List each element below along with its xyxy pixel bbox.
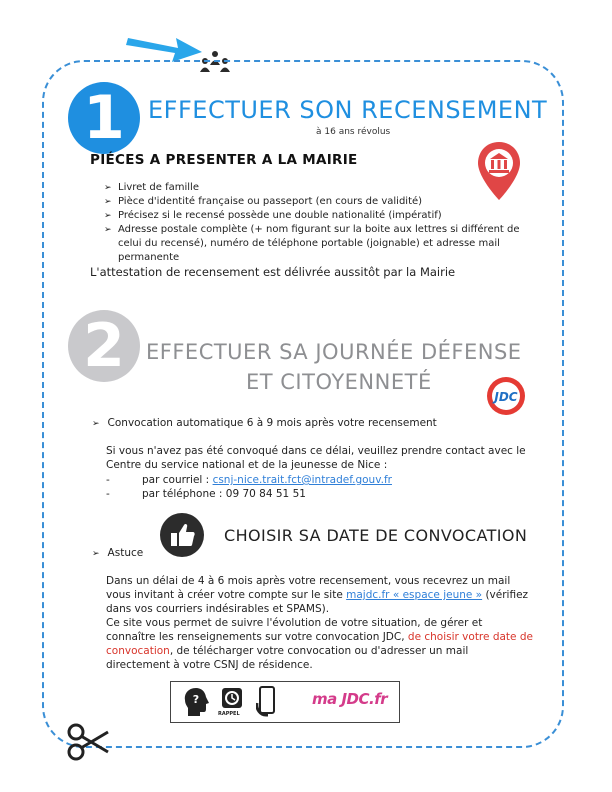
documents-list [104,181,534,265]
documents-heading: PIÉCES A PRESENTER A LA MAIRIE [90,152,358,168]
convocation-line [92,417,437,429]
svg-text:?: ? [192,693,200,706]
thumbs-up-glyph [160,513,204,557]
contact-intro: Si vous n'avez pas été convoqué dans ce délai, veuillez prendre contact avec le Centre du service national et de la jeunesse de Nice : [106,445,526,471]
section-2-title-line1: EFFECTUER SA JOURNÉE DÉFENSE [146,340,522,364]
reminder-label: RAPPEL [218,711,240,717]
list-item: ➢ Adresse postale complète (+ nom figurant sur la boite aux lettres si différent de celui du recensé), numéro de téléphone portable (joignable) et adresse mail permanente [104,223,534,265]
site-paragraph [106,616,534,672]
para1-text: Dans un délai de 4 à 6 mois après votre recensement, vous recevrez un mail vous invitant à créer votre compte sur le site [106,575,511,601]
phone-line: - par téléphone : 09 70 84 51 51 [106,488,306,500]
majdc-logo: ma JDC.fr [312,690,388,708]
list-item: ➢ Pièce d'identité française ou passeport (en cours de validité) [104,195,534,209]
phone-label: par téléphone : [142,488,226,500]
arrow-bullet-icon: ➢ [92,549,100,559]
list-item: ➢ Précisez si le recensé possède une double nationalité (impératif) [104,209,534,223]
mobile-phone-icon [256,685,278,717]
list-item: ➢ Livret de famille [104,181,534,195]
convocation-text: Convocation automatique 6 à 9 mois après votre recensement [107,417,437,429]
jdc-badge-text: JDC [494,390,518,404]
arrow-icon [126,18,204,62]
phone-number: 09 70 84 51 51 [225,488,306,500]
astuce-text: Astuce [107,547,144,559]
jdc-badge-icon [486,376,526,416]
para2-text-end: , de télécharger votre convocation ou d'adresser un mail directement à votre CSNJ de résidence. [106,645,469,671]
step-2-circle: 2 [68,310,140,382]
arrow-bullet-icon: ➢ [92,419,100,429]
email-link[interactable]: csnj-nice.trait.fct@intradef.gouv.fr [212,474,392,486]
choose-date-title: CHOISIR SA DATE DE CONVOCATION [224,526,528,545]
step-1-circle: 1 [68,82,140,154]
email-line: - par courriel : csnj-nice.trait.fct@intradef.gouv.fr [106,474,392,486]
age-note: à 16 ans révolus [316,127,391,137]
reminder-icon [220,686,244,710]
account-paragraph [106,574,534,616]
head-question-icon [182,686,210,718]
majdc-link[interactable]: majdc.fr « espace jeune » [346,589,483,601]
section-2-title-line2: ET CITOYENNETÉ [246,370,432,394]
thumbs-up-icon [160,513,204,557]
para2-highlight: de choisir votre date de convocation [106,631,533,657]
astuce-line [92,547,143,559]
para1-text-end: (vérifiez dans vos courriers indésirables et SPAMS). [106,589,529,615]
email-label: par courriel : [142,474,213,486]
attestation-note: L'attestation de recensement est délivrée aussitôt par la Mairie [90,265,456,279]
scissors-icon [66,722,110,762]
para2-text: Ce site vous permet de suivre l'évolution de votre situation, de gérer et connaître les renseignements sur votre convocation JDC, [106,617,483,643]
section-1-title: EFFECTUER SON RECENSEMENT [148,96,548,124]
